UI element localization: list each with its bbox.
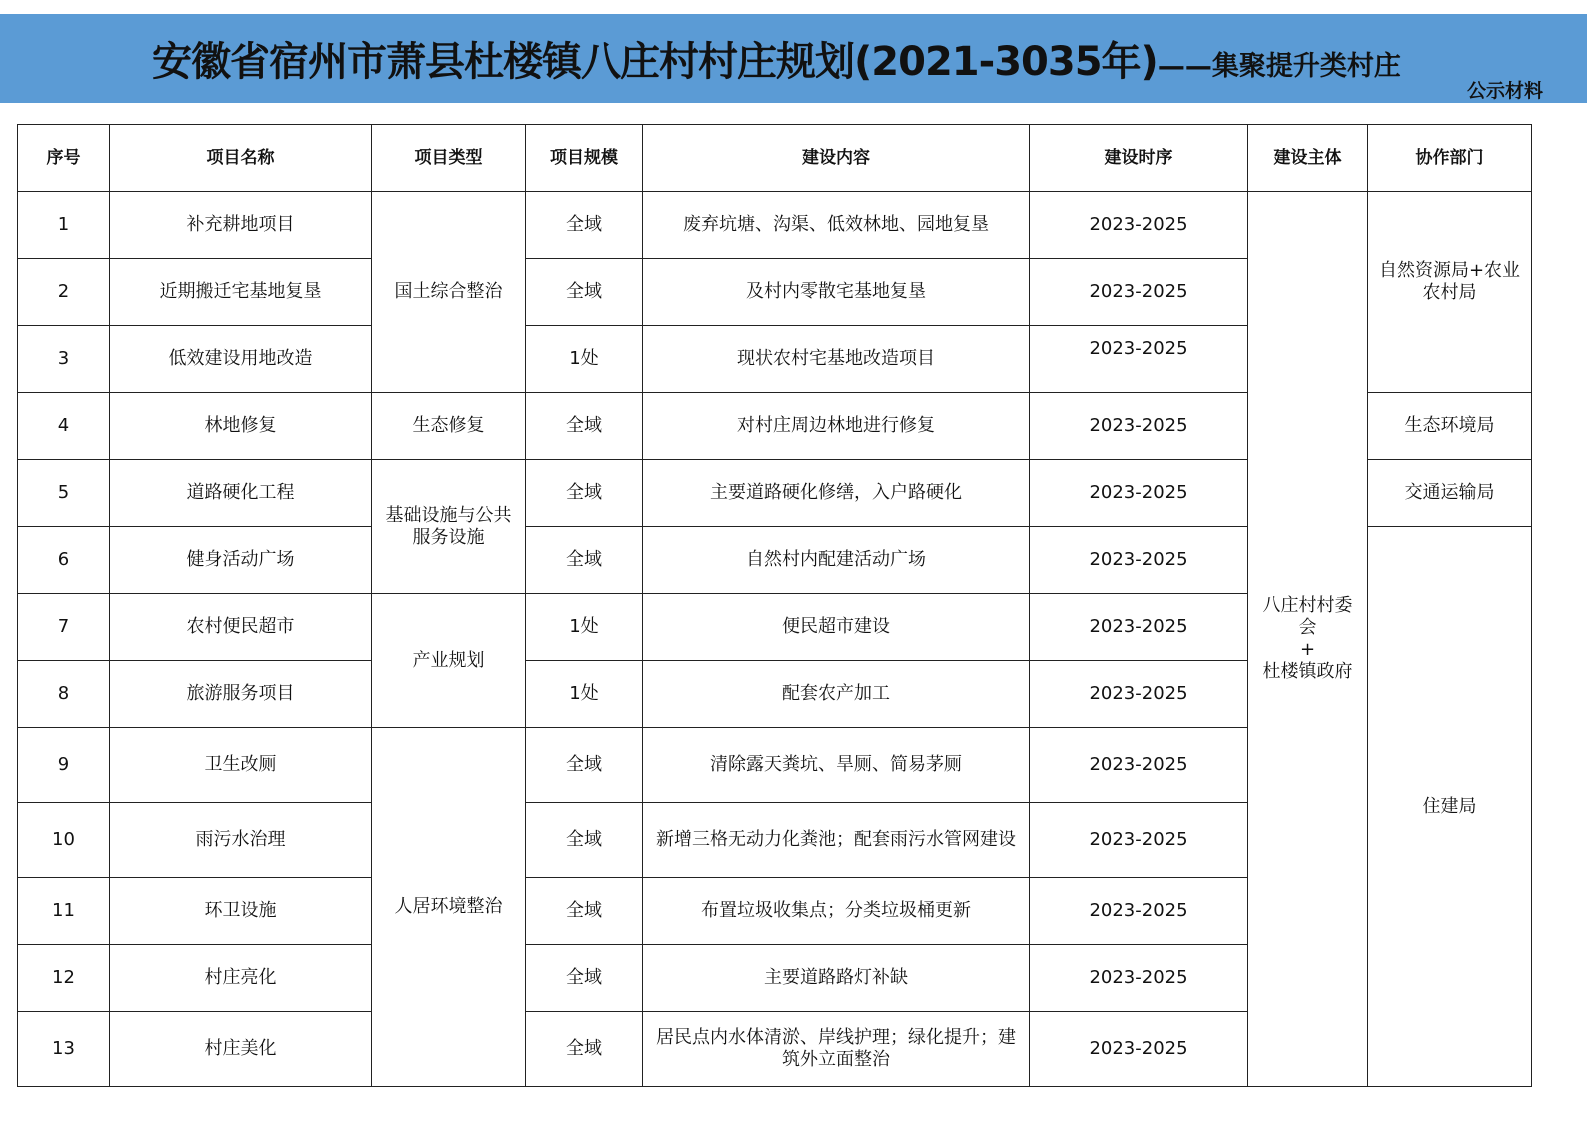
cell-period	[1030, 326, 1248, 393]
cell-name: 旅游服务项目	[110, 661, 372, 728]
cell-period: 2023-2025	[1030, 192, 1248, 259]
builder-line-1: 八庄村村委会	[1262, 595, 1353, 638]
cell-name: 近期搬迁宅基地复垦	[110, 259, 372, 326]
cell-type: 国土综合整治	[372, 192, 526, 393]
cell-department: 住建局	[1368, 527, 1532, 1087]
col-header-no: 序号	[18, 125, 110, 192]
cell-period: 2023-2025	[1030, 393, 1248, 460]
title-main: 安徽省宿州市萧县杜楼镇八庄村村庄规划(2021-3035年)	[152, 39, 1158, 85]
cell-period: 2023-2025	[1030, 594, 1248, 661]
department-label: 自然资源局+农业农村局	[1378, 260, 1521, 303]
cell-name: 环卫设施	[110, 878, 372, 945]
cell-content: 对村庄周边林地进行修复	[643, 393, 1030, 460]
cell-no: 13	[18, 1012, 110, 1087]
title-banner	[0, 14, 1587, 103]
cell-name: 卫生改厕	[110, 728, 372, 803]
cell-content: 废弃坑塘、沟渠、低效林地、园地复垦	[643, 192, 1030, 259]
cell-content: 主要道路硬化修缮，入户路硬化	[643, 460, 1030, 527]
cell-type: 产业规划	[372, 594, 526, 728]
cell-department: 交通运输局	[1368, 460, 1532, 527]
cell-name: 农村便民超市	[110, 594, 372, 661]
cell-scale: 全域	[526, 945, 643, 1012]
cell-scale: 1处	[526, 661, 643, 728]
cell-scale: 全域	[526, 393, 643, 460]
cell-name: 雨污水治理	[110, 803, 372, 878]
col-header-builder: 建设主体	[1248, 125, 1368, 192]
cell-name: 道路硬化工程	[110, 460, 372, 527]
page-title	[152, 30, 1401, 87]
cell-content: 及村内零散宅基地复垦	[643, 259, 1030, 326]
cell-content: 现状农村宅基地改造项目	[643, 326, 1030, 393]
cell-no: 12	[18, 945, 110, 1012]
cell-scale: 全域	[526, 192, 643, 259]
cell-content: 布置垃圾收集点；分类垃圾桶更新	[643, 878, 1030, 945]
cell-content: 配套农产加工	[643, 661, 1030, 728]
cell-name: 低效建设用地改造	[110, 326, 372, 393]
cell-type: 生态修复	[372, 393, 526, 460]
cell-content: 自然村内配建活动广场	[643, 527, 1030, 594]
cell-scale: 全域	[526, 878, 643, 945]
cell-scale: 全域	[526, 259, 643, 326]
cell-content: 居民点内水体清淤、岸线护理；绿化提升；建筑外立面整治	[643, 1012, 1030, 1087]
col-header-content: 建设内容	[643, 125, 1030, 192]
col-header-scale: 项目规模	[526, 125, 643, 192]
cell-no: 9	[18, 728, 110, 803]
cell-scale: 全域	[526, 527, 643, 594]
col-header-type: 项目类型	[372, 125, 526, 192]
cell-no: 7	[18, 594, 110, 661]
cell-department	[1368, 192, 1532, 393]
cell-no: 11	[18, 878, 110, 945]
cell-period: 2023-2025	[1030, 460, 1248, 527]
cell-no: 8	[18, 661, 110, 728]
title-suffix: ——集聚提升类村庄	[1157, 51, 1401, 82]
cell-name: 村庄亮化	[110, 945, 372, 1012]
cell-content: 便民超市建设	[643, 594, 1030, 661]
cell-period: 2023-2025	[1030, 259, 1248, 326]
cell-period: 2023-2025	[1030, 728, 1248, 803]
cell-name: 补充耕地项目	[110, 192, 372, 259]
period-label: 2023-2025	[1089, 338, 1188, 359]
cell-content: 新增三格无动力化粪池；配套雨污水管网建设	[643, 803, 1030, 878]
cell-period: 2023-2025	[1030, 803, 1248, 878]
cell-type: 人居环境整治	[372, 728, 526, 1087]
table-row	[18, 192, 1532, 259]
table-header-row	[18, 125, 1532, 192]
cell-no: 1	[18, 192, 110, 259]
cell-no: 4	[18, 393, 110, 460]
cell-period: 2023-2025	[1030, 1012, 1248, 1087]
builder-line-2: 杜楼镇政府	[1262, 661, 1353, 682]
cell-type: 基础设施与公共服务设施	[372, 460, 526, 594]
cell-name: 林地修复	[110, 393, 372, 460]
cell-content: 清除露天粪坑、旱厕、简易茅厕	[643, 728, 1030, 803]
cell-no: 6	[18, 527, 110, 594]
cell-no: 5	[18, 460, 110, 527]
cell-period: 2023-2025	[1030, 527, 1248, 594]
cell-content: 主要道路路灯补缺	[643, 945, 1030, 1012]
cell-scale: 全域	[526, 803, 643, 878]
cell-no: 10	[18, 803, 110, 878]
col-header-name: 项目名称	[110, 125, 372, 192]
cell-period: 2023-2025	[1030, 945, 1248, 1012]
cell-period: 2023-2025	[1030, 878, 1248, 945]
cell-scale: 全域	[526, 728, 643, 803]
cell-no: 3	[18, 326, 110, 393]
public-notice-label: 公示材料	[1466, 80, 1543, 102]
cell-scale: 全域	[526, 460, 643, 527]
cell-scale: 1处	[526, 326, 643, 393]
col-header-department: 协作部门	[1368, 125, 1532, 192]
cell-name: 村庄美化	[110, 1012, 372, 1087]
cell-no: 2	[18, 259, 110, 326]
col-header-period: 建设时序	[1030, 125, 1248, 192]
cell-department: 生态环境局	[1368, 393, 1532, 460]
cell-scale: 1处	[526, 594, 643, 661]
builder-plus: +	[1299, 639, 1316, 660]
project-table	[17, 124, 1532, 1087]
cell-period: 2023-2025	[1030, 661, 1248, 728]
cell-scale: 全域	[526, 1012, 643, 1087]
cell-builder	[1248, 192, 1368, 1087]
cell-name: 健身活动广场	[110, 527, 372, 594]
